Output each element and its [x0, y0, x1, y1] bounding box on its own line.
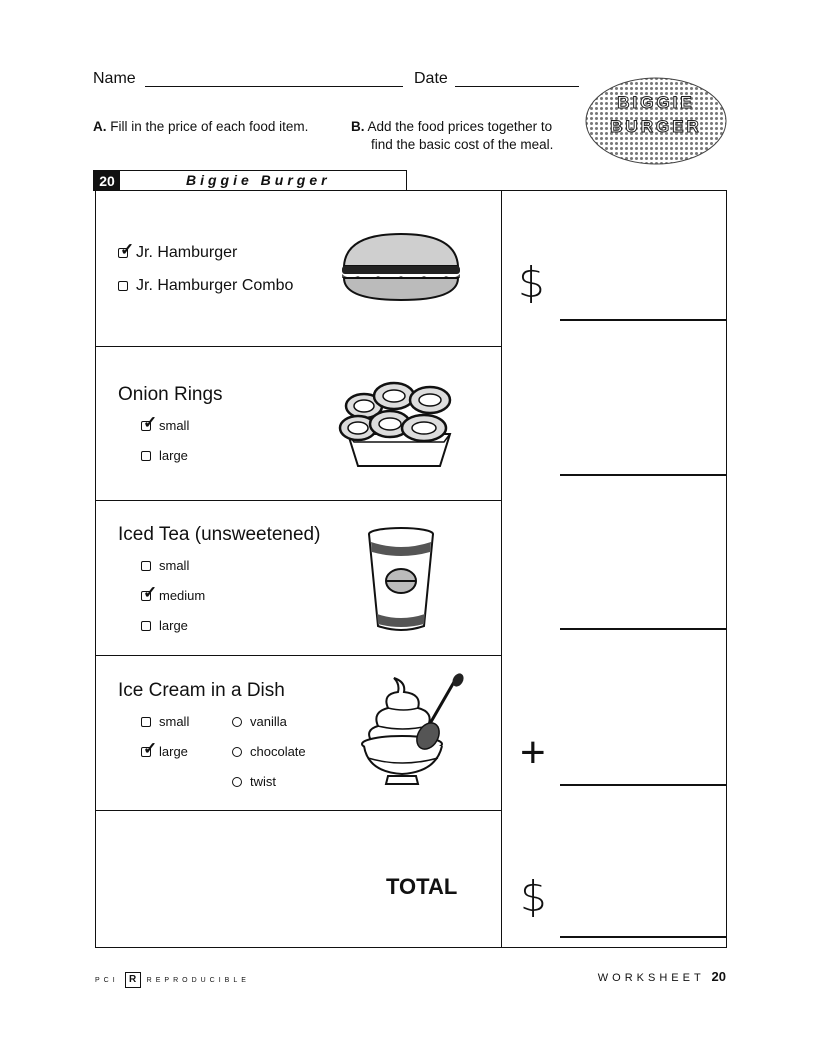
option-label: small [159, 418, 190, 433]
option-jr-hamburger-combo[interactable] [118, 277, 293, 295]
answer-line-burger[interactable] [560, 319, 727, 321]
worksheet-number: 20 [711, 969, 726, 984]
total-label: TOTAL [386, 874, 458, 899]
checkbox-unchecked[interactable] [118, 281, 128, 291]
plus-sign: + [520, 728, 546, 777]
radio-unselected[interactable] [232, 777, 242, 787]
ice-cream-dish-image [358, 672, 468, 799]
option-label: small [159, 558, 190, 573]
option-label: medium [159, 588, 206, 603]
logo-line2: BURGER [610, 117, 702, 136]
hamburger-image [338, 230, 464, 311]
option-tea-medium[interactable] [141, 588, 205, 603]
option-icecream-large[interactable] [141, 744, 188, 759]
instruction-b-letter: B. [351, 119, 365, 134]
option-onion-large[interactable] [141, 448, 188, 463]
row-divider [95, 655, 501, 656]
row-divider [95, 346, 501, 347]
worksheet-label: WORKSHEET [597, 972, 705, 984]
option-flavor-chocolate[interactable] [232, 744, 306, 759]
checkbox-checked[interactable] [141, 747, 151, 757]
checkbox-unchecked[interactable] [141, 561, 151, 571]
instruction-b-line1: Add the food prices together to [367, 119, 553, 134]
option-jr-hamburger[interactable] [118, 244, 237, 262]
name-label: Name [93, 70, 136, 87]
option-label: twist [250, 774, 276, 789]
publisher-name: PCI [95, 976, 119, 984]
onion-rings-title: Onion Rings [118, 384, 223, 405]
checkbox-unchecked[interactable] [141, 451, 151, 461]
option-label: Jr. Hamburger [136, 244, 238, 261]
publisher-footer [95, 972, 250, 988]
instruction-a-letter: A. [93, 119, 107, 134]
checkbox-unchecked[interactable] [141, 717, 151, 727]
dollar-sign: $ [518, 258, 545, 307]
onion-rings-image [334, 376, 464, 473]
total-dollar-sign: $ [520, 872, 547, 921]
iced-tea-title: Iced Tea (unsweetened) [118, 524, 321, 545]
instruction-b-line2: find the basic cost of the meal. [371, 137, 554, 152]
checkbox-checked[interactable] [141, 421, 151, 431]
instruction-a [93, 118, 308, 136]
option-onion-small[interactable] [141, 418, 189, 433]
worksheet-tab [93, 170, 407, 191]
reproducible-label: REPRODUCIBLE [146, 976, 250, 984]
row-divider [95, 500, 501, 501]
radio-unselected[interactable] [232, 747, 242, 757]
option-label: Jr. Hamburger Combo [136, 277, 294, 294]
checkbox-unchecked[interactable] [141, 621, 151, 631]
worksheet-footer [598, 969, 726, 984]
answer-line-iced-tea[interactable] [560, 628, 727, 630]
option-label: vanilla [250, 714, 287, 729]
ice-cream-title: Ice Cream in a Dish [118, 680, 285, 701]
option-icecream-small[interactable] [141, 714, 189, 729]
name-input-line[interactable] [145, 86, 403, 87]
biggie-burger-logo [584, 76, 728, 166]
option-tea-large[interactable] [141, 618, 188, 633]
option-label: chocolate [250, 744, 306, 759]
iced-tea-cup-image [366, 526, 436, 639]
option-label: large [159, 744, 188, 759]
instruction-b [351, 118, 553, 154]
worksheet-number-badge: 20 [94, 171, 120, 191]
option-label: large [159, 618, 188, 633]
worksheet-title: Biggie Burger [186, 172, 331, 188]
option-label: large [159, 448, 188, 463]
option-label: small [159, 714, 190, 729]
option-flavor-twist[interactable] [232, 774, 276, 789]
row-divider [95, 810, 501, 811]
answer-line-total[interactable] [560, 936, 727, 938]
logo-line1: BIGGIE [617, 93, 695, 112]
answer-line-ice-cream[interactable] [560, 784, 727, 786]
option-tea-small[interactable] [141, 558, 189, 573]
option-flavor-vanilla[interactable] [232, 714, 287, 729]
checkbox-checked[interactable] [118, 248, 128, 258]
answer-column-divider [501, 190, 502, 948]
date-label: Date [414, 70, 448, 87]
answer-line-onion-rings[interactable] [560, 474, 727, 476]
checkbox-checked[interactable] [141, 591, 151, 601]
instruction-a-text: Fill in the price of each food item. [110, 119, 309, 134]
radio-unselected[interactable] [232, 717, 242, 727]
reproducible-icon: R [125, 972, 141, 988]
date-input-line[interactable] [455, 86, 579, 87]
